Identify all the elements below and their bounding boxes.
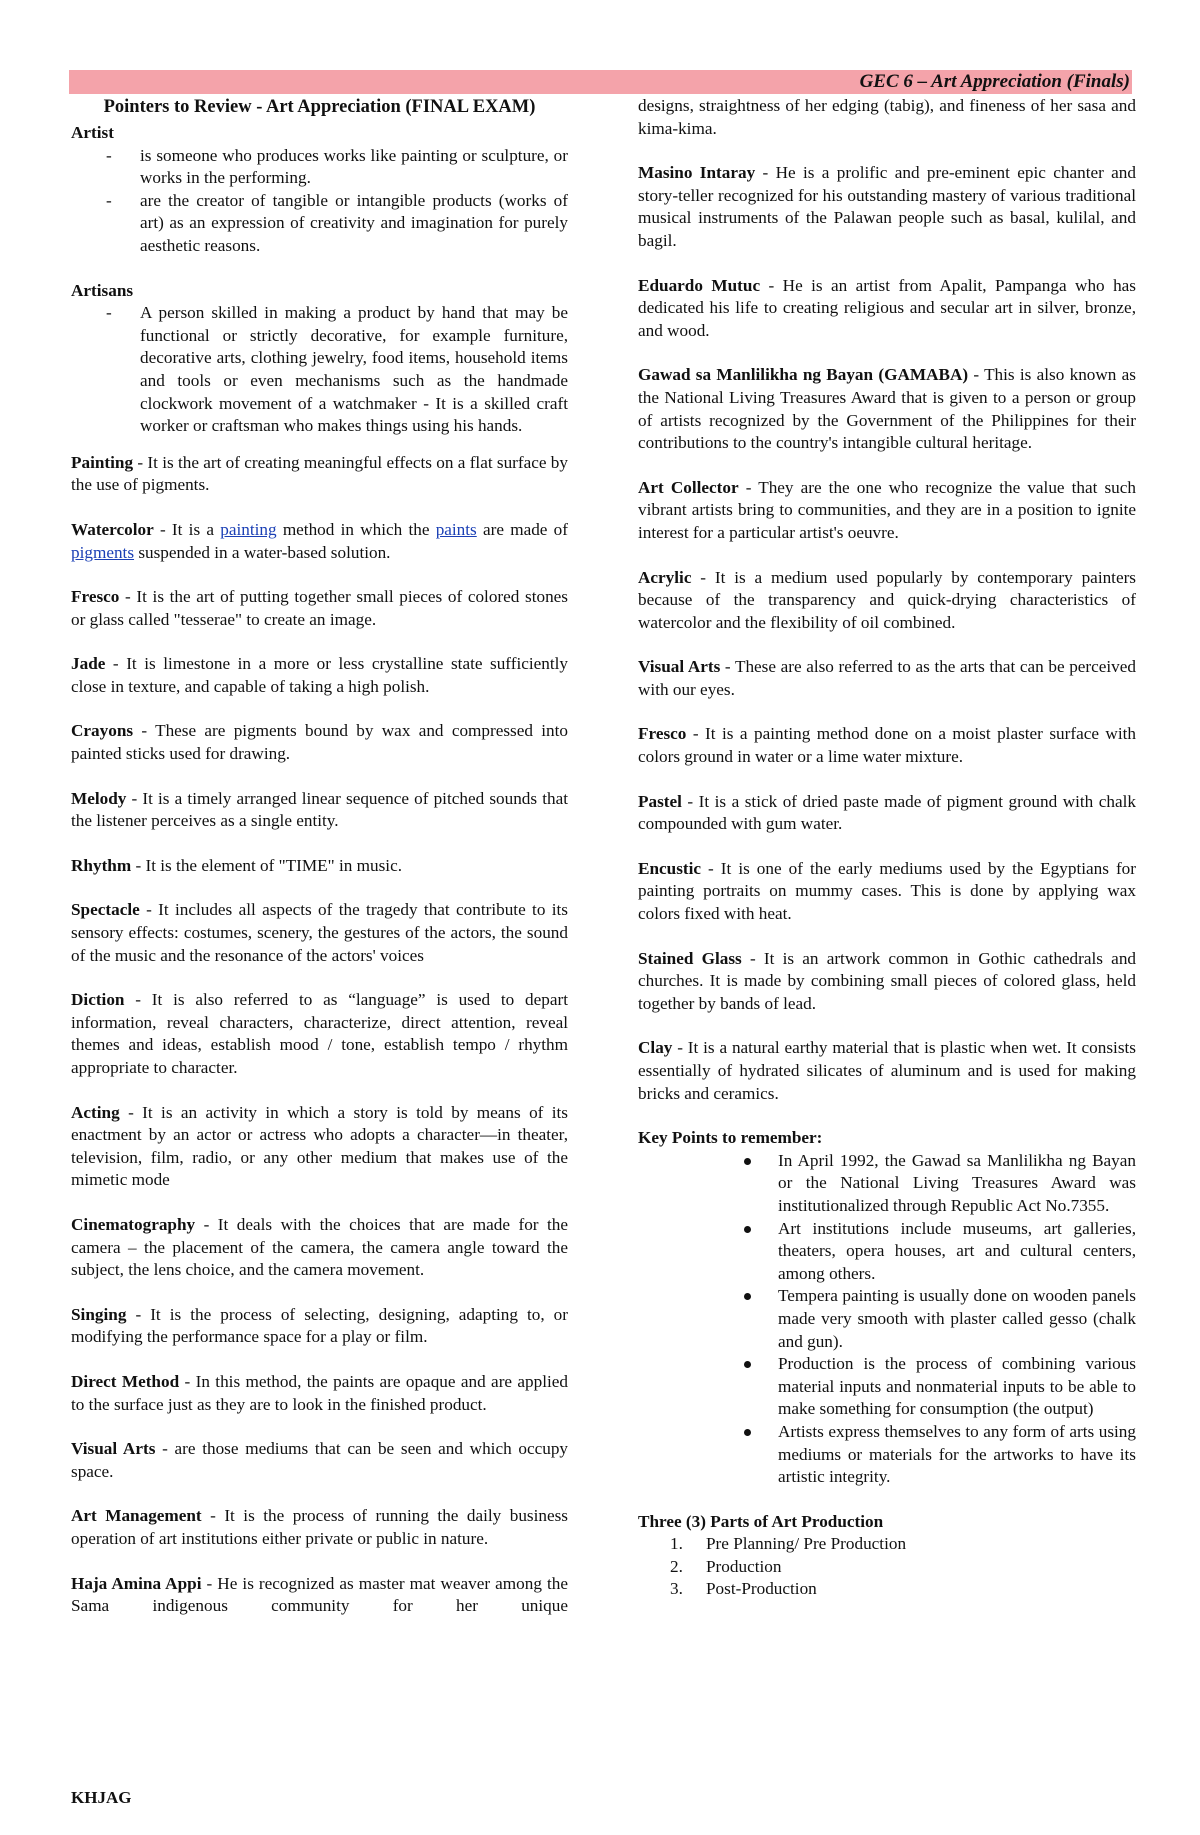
definition-eduardo-mutuc [638, 275, 1136, 343]
list-text: Post-Production [706, 1579, 817, 1599]
term: Visual Arts [638, 657, 721, 677]
definition-part: suspended in a water-based solution. [134, 542, 391, 562]
definition: - It is a medium used popularly by contemporary painters because of the transparency and quick-drying characteristics of watercolor and the flexibility of oil combined. [638, 567, 1136, 632]
definition: - It is an artwork common in Gothic cathedrals and churches. It is made by combining small pieces of colored glass, held together by bands of lead. [638, 948, 1137, 1013]
definition-direct-method [71, 1371, 568, 1416]
left-column [71, 95, 568, 1618]
term: Melody [71, 788, 127, 808]
term: Art Collector [638, 477, 739, 497]
key-points-heading: Key Points to remember: [638, 1128, 823, 1148]
definition-haja-continued: designs, straightness of her edging (tabig), and fineness of her sasa and kima-kima. [638, 96, 1136, 138]
term: Art Management [71, 1506, 202, 1526]
definition-haja-amina-appi [71, 1573, 568, 1618]
definition: - These are pigments bound by wax and compressed into painted sticks used for drawing. [71, 721, 568, 764]
definition: - are those mediums that can be seen and which occupy space. [71, 1439, 569, 1481]
definition-rhythm [71, 855, 568, 878]
term: Acrylic [638, 567, 692, 587]
term: Cinematography [71, 1214, 196, 1234]
right-column [638, 95, 1136, 1601]
definition: - It is limestone in a more or less crystalline state sufficiently close in texture, and capable of taking a high polish. [71, 654, 568, 696]
definition-spectacle [71, 899, 568, 967]
term: Watercolor [71, 519, 154, 539]
term: Painting [71, 452, 134, 472]
list-item: - is someone who produces works like painting or sculpture, or works in the performing. [106, 145, 568, 190]
definition-melody [71, 788, 568, 833]
term: Masino Intaray [638, 163, 756, 183]
term: Haja Amina Appi [71, 1573, 202, 1593]
artisans-list [106, 302, 568, 438]
definition-part: method in which the [276, 519, 436, 539]
term: Stained Glass [638, 948, 742, 968]
definition: - It is a timely arranged linear sequence of pitched sounds that the listener perceives as a single entity. [71, 788, 568, 831]
definition: - He is recognized as master mat weaver among the Sama indigenous community for her unique [71, 1573, 568, 1616]
definition: - It is the art of creating meaningful effects on a flat surface by the use of pigments. [71, 452, 568, 495]
definition-visual-arts [71, 1438, 568, 1483]
definition-part: are made of [476, 519, 568, 539]
artist-heading: Artist [71, 123, 114, 142]
term: Pastel [638, 791, 682, 811]
definition: - It includes all aspects of the tragedy that contribute to its sensory effects: costumes, scenery, the gestures of the actors, the sound of the music and the resonance of the actors' voices [71, 900, 568, 965]
painting-link[interactable]: painting [220, 519, 277, 539]
definition-cinematography [71, 1214, 568, 1282]
definition: - They are the one who recognize the value that such vibrant artists bring to communities, and they are in a position to ignite interest for a particular artist's oeuvre. [638, 477, 1136, 542]
definition-encustic [638, 858, 1136, 926]
term: Rhythm [71, 855, 132, 875]
parts-list [670, 1533, 1136, 1601]
definition: - In this method, the paints are opaque and are applied to the surface just as they are to look in the finished product. [71, 1371, 569, 1414]
definition-gamaba [638, 364, 1136, 454]
definition-watercolor [71, 519, 568, 564]
footer-initials: KHJAG [71, 1788, 132, 1807]
definition: - It is a painting method done on a moist plaster surface with colors ground in water or a lime water mixture. [638, 724, 1136, 767]
course-header: GEC 6 – Art Appreciation (Finals) [859, 71, 1130, 92]
definition-crayons [71, 720, 568, 765]
definition: - It is the art of putting together small pieces of colored stones or glass called "tesserae" to create an image. [71, 587, 568, 629]
definition-art-management [71, 1505, 568, 1550]
page-title: Pointers to Review - Art Appreciation (FINAL EXAM) [103, 97, 536, 117]
definition: - It is a natural earthy material that is plastic when wet. It consists essentially of hydrated silicates of aluminum and is used for making bricks and ceramics. [638, 1038, 1136, 1103]
definition-part: - It is a [153, 519, 221, 539]
definition: - It is the element of "TIME" in music. [131, 855, 403, 875]
definition: - It is the process of running the daily business operation of art institutions either private or public in nature. [71, 1506, 568, 1548]
definition: - It is also referred to as “language” is used to depart information, reveal characters, characterize, direct attention, reveal themes and ideas, establish mood / tone, establish tempo / rhythm appropriate to character. [71, 990, 568, 1077]
list-item: In April 1992, the Gawad sa Manlilikha ng Bayan or the National Living Treasures Award was institutionalized through Republic Act No.7355. [744, 1150, 1136, 1218]
term: Jade [71, 654, 106, 674]
definition-acting [71, 1102, 568, 1192]
definition: - It is a stick of dried paste made of pigment ground with chalk compounded with gum water. [638, 791, 1136, 834]
term: Clay [638, 1038, 673, 1058]
term: Spectacle [71, 900, 140, 920]
term: Fresco [638, 724, 687, 744]
list-number: 1. [670, 1534, 683, 1554]
definition: - It is the process of selecting, designing, adapting to, or modifying the performance space for a play or film. [71, 1304, 568, 1347]
definition: - It deals with the choices that are made for the camera – the placement of the camera, the camera angle toward the subject, the lens choice, and the camera movement. [71, 1214, 568, 1280]
list-item: - are the creator of tangible or intangible products (works of art) as an expression of creativity and imagination for purely aesthetic reasons. [106, 190, 568, 258]
term: Gawad sa Manlilikha ng Bayan (GAMABA) [638, 365, 969, 385]
term: Diction [71, 990, 125, 1010]
definition-jade [71, 653, 568, 698]
definition-diction [71, 989, 568, 1079]
artisans-heading: Artisans [71, 280, 134, 300]
term: Direct Method [71, 1371, 180, 1391]
list-item: - A person skilled in making a product by hand that may be functional or strictly decorative, for example furniture, decorative arts, clothing jewelry, food items, household items and tools or even mechanisms such as the handmade clockwork movement of a watchmaker - It is a skilled craft worker or craftsman who makes things using his hands. [106, 302, 568, 438]
list-item [670, 1533, 1136, 1556]
definition: - These are also referred to as the arts that can be perceived with our eyes. [638, 657, 1136, 699]
key-points-list [744, 1150, 1136, 1489]
list-item: Tempera painting is usually done on wooden panels made very smooth with plaster called gesso (chalk and gun). [744, 1285, 1136, 1353]
term: Visual Arts [71, 1439, 156, 1459]
term: Eduardo Mutuc [638, 275, 761, 295]
list-item [670, 1578, 1136, 1601]
pigments-link[interactable]: pigments [71, 542, 135, 562]
definition-stained-glass [638, 948, 1136, 1016]
definition-singing [71, 1304, 568, 1349]
list-number: 2. [670, 1556, 683, 1576]
definition: - He is an artist from Apalit, Pampanga who has dedicated his life to creating religious and secular art in silver, bronze, and wood. [638, 275, 1136, 340]
list-item: Art institutions include museums, art galleries, theaters, opera houses, art and cultural centers, among others. [744, 1218, 1136, 1286]
definition: - It is one of the early mediums used by the Egyptians for painting portraits on mummy cases. This is done by applying wax colors fixed with heat. [638, 858, 1136, 924]
list-item: Artists express themselves to any form of arts using mediums or materials for the artworks to have its artistic integrity. [744, 1421, 1136, 1489]
parts-heading: Three (3) Parts of Art Production [638, 1511, 884, 1531]
term: Acting [71, 1102, 120, 1122]
paints-link[interactable]: paints [435, 519, 477, 539]
term: Crayons [71, 721, 134, 741]
term: Singing [71, 1304, 127, 1324]
definition-fresco-2 [638, 723, 1136, 768]
definition-masino-intaray [638, 162, 1136, 252]
term: Fresco [71, 587, 120, 607]
definition-fresco [71, 586, 568, 631]
artist-list [106, 145, 568, 258]
definition-acrylic [638, 567, 1136, 635]
definition-art-collector [638, 477, 1136, 545]
list-item [670, 1556, 1136, 1579]
definition-clay [638, 1037, 1136, 1105]
definition-pastel [638, 791, 1136, 836]
definition: - He is a prolific and pre-eminent epic chanter and story-teller recognized for his outstanding mastery of various traditional musical instruments of the Palawan people such as basal, kulilal, and bagil. [638, 163, 1136, 250]
definition-painting [71, 452, 568, 497]
list-number: 3. [670, 1579, 683, 1599]
list-text: Pre Planning/ Pre Production [706, 1534, 907, 1554]
definition: - It is an activity in which a story is told by means of its enactment by an actor or actress who adopts a character—in theater, television, film, radio, or any other medium that makes use of the mimetic mode [71, 1102, 568, 1190]
definition: - This is also known as the National Living Treasures Award that is given to a person or group of artists recognized by the Government of the Philippines for their contributions to the country's intangible cultural heritage. [638, 365, 1136, 453]
list-text: Production [706, 1556, 782, 1576]
term: Encustic [638, 858, 702, 878]
definition-visual-arts-2 [638, 656, 1136, 701]
list-item: Production is the process of combining various material inputs and nonmaterial inputs to be able to make something for consumption (the output) [744, 1353, 1136, 1421]
